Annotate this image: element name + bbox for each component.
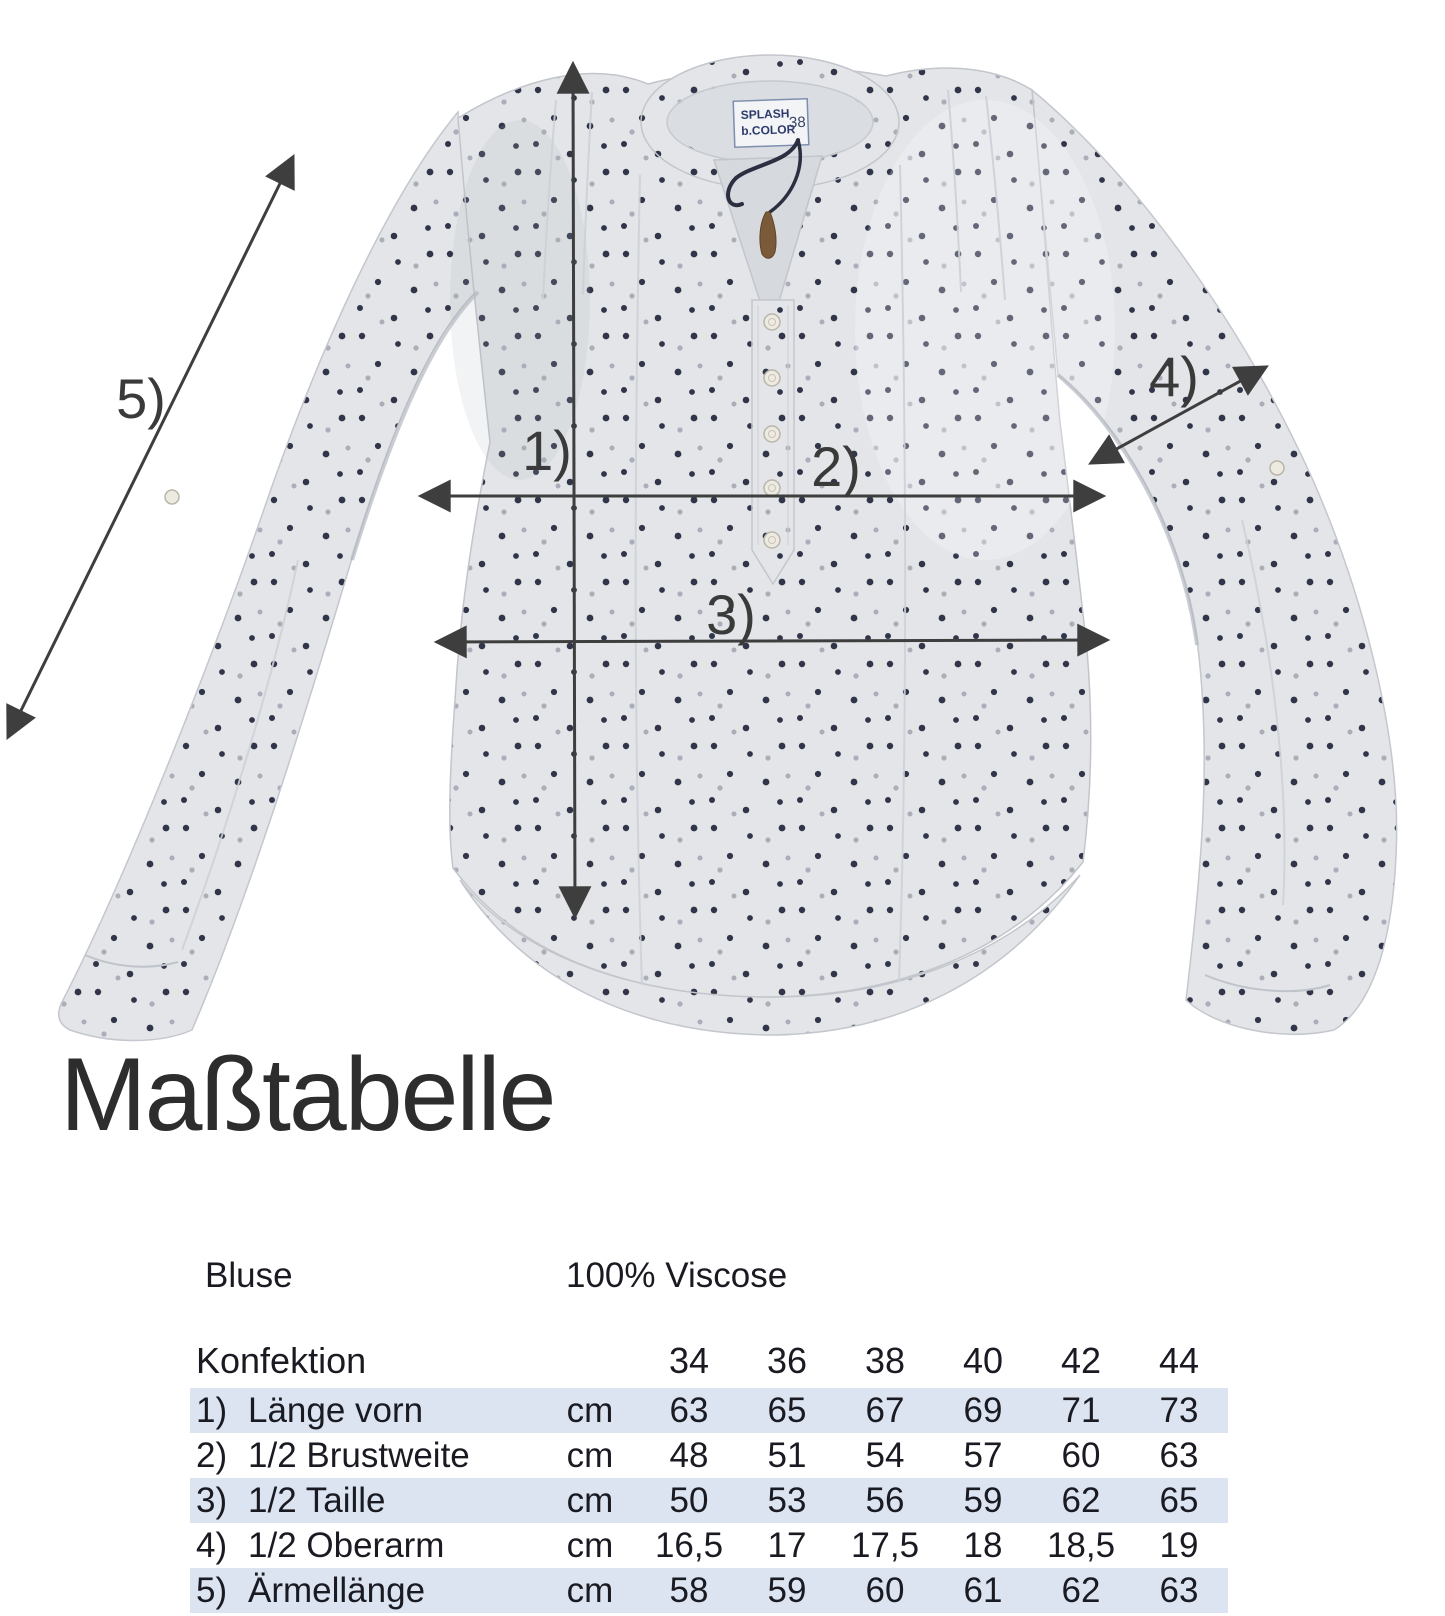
- row-measure-name: 1/2 Brustweite: [248, 1435, 470, 1475]
- row-value: 53: [738, 1478, 836, 1523]
- row-value: 63: [1159, 1435, 1199, 1475]
- row-unit: cm: [566, 1435, 614, 1475]
- measurement-label-4: 4): [1149, 345, 1199, 408]
- neck-tag-brand-line2: b.COLOR: [741, 122, 796, 139]
- row-value: 48: [669, 1435, 709, 1475]
- column-header-unit: [540, 1336, 640, 1388]
- row-value: 18,5: [1046, 1525, 1116, 1565]
- row-value: 59: [738, 1568, 836, 1613]
- row-label: [190, 1388, 540, 1433]
- row-value: 65: [1130, 1478, 1228, 1523]
- row-value: 67: [836, 1388, 934, 1433]
- sleeve-button-right: [1270, 461, 1284, 475]
- measurement-line-1: [573, 64, 575, 916]
- neck-tag-size: 38: [788, 113, 806, 132]
- column-header-size: 34: [668, 1340, 710, 1381]
- row-value: 57: [963, 1435, 1003, 1475]
- column-header-size: 38: [864, 1340, 906, 1381]
- row-label: [190, 1568, 540, 1613]
- row-value: 71: [1032, 1388, 1130, 1433]
- row-value: 60: [836, 1568, 934, 1613]
- row-measure-name: 1/2 Taille: [248, 1480, 386, 1520]
- row-number: 1): [196, 1390, 228, 1430]
- row-value: 69: [934, 1388, 1032, 1433]
- row-value: 50: [640, 1478, 738, 1523]
- row-label: [190, 1523, 540, 1568]
- row-value: 18: [963, 1525, 1003, 1565]
- column-header-size: 40: [962, 1340, 1004, 1381]
- row-value: 60: [1061, 1435, 1101, 1475]
- row-number: 3): [196, 1480, 228, 1520]
- measurement-label-3: 3): [706, 583, 756, 646]
- row-number: 4): [196, 1525, 228, 1565]
- product-name: Bluse: [205, 1256, 293, 1295]
- row-measure-name: Länge vorn: [248, 1390, 424, 1430]
- row-value: 58: [640, 1568, 738, 1613]
- row-value: 17: [767, 1525, 807, 1565]
- row-value: 73: [1130, 1388, 1228, 1433]
- row-value: 63: [1130, 1568, 1228, 1613]
- row-value: 17,5: [850, 1525, 920, 1565]
- row-value: 65: [738, 1388, 836, 1433]
- row-value: 56: [836, 1478, 934, 1523]
- row-unit: cm: [540, 1568, 640, 1613]
- neck-tag-brand-line1: SPLASH: [740, 106, 790, 123]
- measurement-label-2: 2): [811, 435, 861, 498]
- row-unit: cm: [540, 1388, 640, 1433]
- row-value: 59: [934, 1478, 1032, 1523]
- product-material: 100% Viscose: [566, 1256, 788, 1295]
- size-table: [190, 1336, 1228, 1613]
- row-value: 16,5: [654, 1525, 724, 1565]
- row-unit: cm: [566, 1525, 614, 1565]
- row-label: [190, 1433, 540, 1478]
- measurement-line-3: [437, 640, 1107, 642]
- measurement-label-5: 5): [116, 367, 166, 430]
- row-value: 61: [934, 1568, 1032, 1613]
- sleeve-button-left: [165, 490, 179, 504]
- row-number: 2): [196, 1435, 228, 1475]
- page-title: Maßtabelle: [60, 1037, 555, 1153]
- row-value: 51: [767, 1435, 807, 1475]
- row-measure-name: Ärmellänge: [248, 1570, 426, 1610]
- column-header-size: 44: [1158, 1340, 1200, 1381]
- row-value: 63: [640, 1388, 738, 1433]
- row-value: 62: [1032, 1568, 1130, 1613]
- row-value: 54: [865, 1435, 905, 1475]
- column-header-size: 36: [766, 1340, 808, 1381]
- blouse-left-sleeve: [59, 112, 478, 1041]
- row-unit: cm: [540, 1478, 640, 1523]
- row-value: 19: [1159, 1525, 1199, 1565]
- column-header-konfektion: Konfektion: [196, 1340, 367, 1381]
- row-measure-name: 1/2 Oberarm: [248, 1525, 445, 1565]
- row-label: [190, 1478, 540, 1523]
- measurement-label-1: 1): [522, 419, 572, 482]
- row-number: 5): [196, 1570, 228, 1610]
- row-value: 62: [1032, 1478, 1130, 1523]
- column-header-size: 42: [1060, 1340, 1102, 1381]
